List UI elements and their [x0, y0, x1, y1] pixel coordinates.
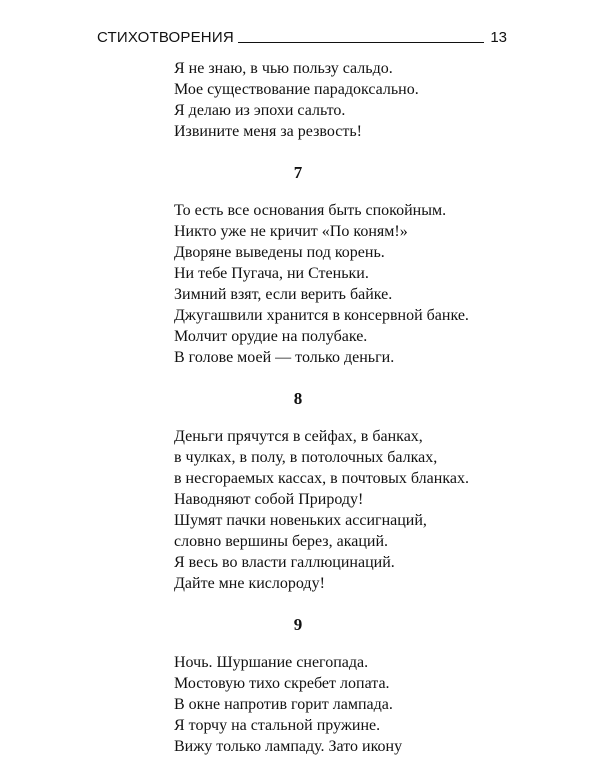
poem-line: В окне напротив горит лампада. [174, 696, 393, 713]
stanza [174, 58, 494, 142]
header-rule [238, 42, 484, 43]
poem-line: в чулках, в полу, в потолочных балках, [174, 449, 438, 466]
poem-line: Ни тебе Пугача, ни Стеньки. [174, 265, 369, 282]
poem-line: Я делаю из эпохи сальто. [174, 102, 346, 119]
stanza [174, 426, 494, 594]
running-header-title: СТИХОТВОРЕНИЯ [97, 29, 234, 46]
poem-line: В голове моей — только деньги. [174, 349, 395, 366]
poem-line: Мостовую тихо скребет лопата. [174, 675, 390, 692]
poem-line: Дворяне выведены под корень. [174, 244, 385, 261]
poem-line: словно вершины берез, акаций. [174, 533, 389, 550]
poem-line: Зимний взят, если верить байке. [174, 286, 393, 303]
poem-line: Молчит орудие на полубаке. [174, 328, 368, 345]
poem-line: Деньги прячутся в сейфах, в банках, [174, 428, 423, 445]
poem-line: Шумят пачки новеньких ассигнаций, [174, 512, 427, 529]
poem-line: Я весь во власти галлюцинаций. [174, 554, 395, 571]
poem-line: Никто уже не кричит «По коням!» [174, 223, 408, 240]
stanza [174, 200, 494, 368]
poem-line: в несгораемых кассах, в почтовых бланках. [174, 470, 469, 487]
poem-line: Я не знаю, в чью пользу сальдо. [174, 60, 393, 77]
stanza [174, 652, 494, 757]
section-number: 7 [293, 163, 303, 182]
poem-text [174, 58, 494, 757]
section-number: 9 [293, 615, 303, 634]
poem-line: Извините меня за резвость! [174, 123, 362, 140]
poem-line: Вижу только лампаду. Зато икону [174, 738, 403, 755]
poem-line: Ночь. Шуршание снегопада. [174, 654, 369, 671]
poem-line: То есть все основания быть спокойным. [174, 202, 447, 219]
section-number: 8 [293, 389, 303, 408]
poem-line: Я торчу на стальной пружине. [174, 717, 381, 734]
running-header [97, 23, 507, 45]
page-number: 13 [490, 29, 507, 46]
poem-line: Мое существование парадоксально. [174, 81, 419, 98]
poem-line: Дайте мне кислороду! [174, 575, 325, 592]
poem-line: Джугашвили хранится в консервной банке. [174, 307, 469, 324]
poem-line: Наводняют собой Природу! [174, 491, 364, 508]
